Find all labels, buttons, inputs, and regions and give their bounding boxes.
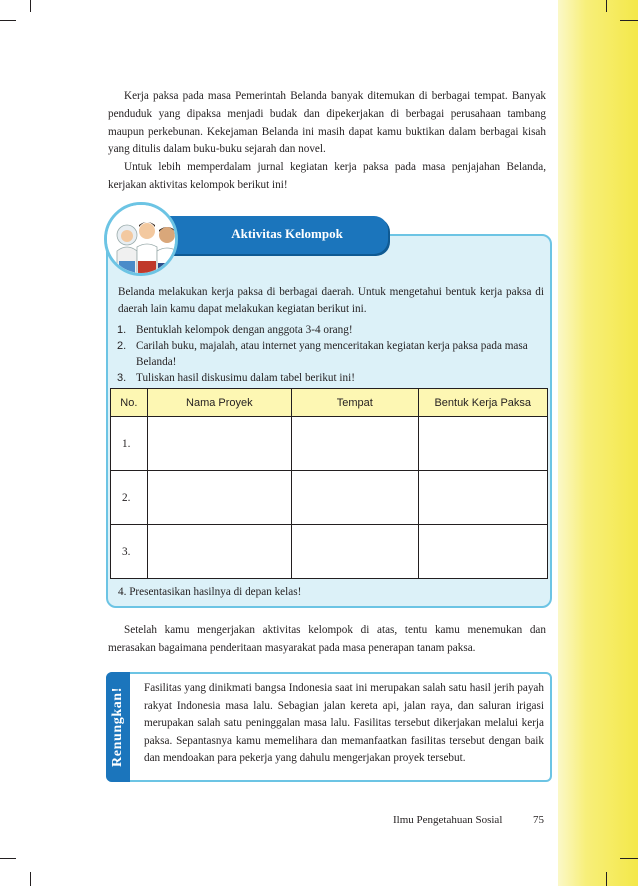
crop-mark-bottom-left-h (0, 858, 16, 859)
cell-bentuk[interactable] (418, 525, 547, 579)
activity-intro: Belanda melakukan kerja paksa di berbagai daerah. Untuk mengetahui bentuk kerja paksa di daerah lain kamu dapat melakukan kegiatan berikut ini. (118, 286, 544, 315)
table-row (111, 471, 548, 525)
list-item: 3. Tuliskan hasil diskusimu dalam tabel berikut ini! (117, 372, 355, 384)
table-row (111, 525, 548, 579)
list-item: 1. Bentuklah kelompok dengan anggota 3-4 orang! (117, 324, 353, 336)
reflection-lead-paragraph: Setelah kamu mengerjakan aktivitas kelompok di atas, tentu kamu menemukan dan merasakan bagaimana penderitaan masyarakat pada masa penerapan tanam paksa. (108, 624, 546, 654)
crop-mark-bottom-right-v (606, 872, 607, 886)
footer-subject: Ilmu Pengetahuan Sosial (393, 814, 503, 826)
header-bentuk-kerja-paksa: Bentuk Kerja Paksa (418, 389, 547, 417)
crop-mark-bottom-right-h (620, 858, 638, 859)
row-number: 1. (111, 417, 148, 471)
students-illustration-icon (104, 202, 178, 276)
cell-nama-proyek[interactable] (147, 471, 291, 525)
crop-mark-bottom-left-v (30, 872, 31, 886)
renungkan-label: Renungkan! (110, 687, 125, 767)
cell-nama-proyek[interactable] (147, 525, 291, 579)
activity-title: Aktivitas Kelompok (231, 226, 343, 241)
page-number: 75 (533, 814, 544, 826)
cell-tempat[interactable] (291, 417, 418, 471)
intro-paragraph: Kerja paksa pada masa Pemerintah Belanda banyak ditemukan di berbagai tempat. Banyak penduduk yang dipaksa menjadi budak dan dipekerjakan di berbagai perusahaan tambang maupun perkebunan. Kekejaman Belanda ini masih dapat kamu buktikan dalam berbagai kisah yang ditulis dalam buku-buku sejarah dan novel. (108, 90, 546, 156)
table-header-row (111, 389, 548, 417)
header-no: No. (111, 389, 148, 417)
cell-tempat[interactable] (291, 471, 418, 525)
crop-mark-top-left-v (30, 0, 31, 12)
header-nama-proyek: Nama Proyek (147, 389, 291, 417)
cell-tempat[interactable] (291, 525, 418, 579)
cell-nama-proyek[interactable] (147, 417, 291, 471)
cell-bentuk[interactable] (418, 471, 547, 525)
row-number: 2. (111, 471, 148, 525)
row-number: 3. (111, 525, 148, 579)
instruction-paragraph: Untuk lebih memperdalam jurnal kegiatan kerja paksa pada masa penjajahan Belanda, kerjakan aktivitas kelompok berikut ini! (108, 161, 546, 191)
list-item: 2. Carilah buku, majalah, atau internet yang menceritakan kegiatan kerja paksa pada masa Belanda! (117, 340, 528, 368)
table-row (111, 417, 548, 471)
header-tempat: Tempat (291, 389, 418, 417)
renungkan-text: Fasilitas yang dinikmati bangsa Indonesia saat ini merupakan salah satu hasil jerih payah rakyat Indonesia masa lalu. Sebagian jalan kereta api, jalan raya, dan saluran irigasi merupakan salah satu peninggalan masa lalu. Fasilitas tersebut dikerjakan melalui kerja paksa. Sepantasnya kamu memelihara dan memanfaatkan fasilitas tersebut dengan baik dan mendoakan para pekerja yang dahulu mengerjakan proyek tersebut. (144, 682, 544, 764)
crop-mark-top-right-v (606, 0, 607, 12)
side-color-band (558, 0, 638, 886)
cell-bentuk[interactable] (418, 417, 547, 471)
task-table (110, 388, 548, 579)
crop-mark-top-left-h (0, 20, 16, 21)
crop-mark-top-right-h (620, 20, 638, 21)
activity-steps (114, 322, 546, 386)
final-step: 4. Presentasikan hasilnya di depan kelas! (118, 586, 302, 598)
